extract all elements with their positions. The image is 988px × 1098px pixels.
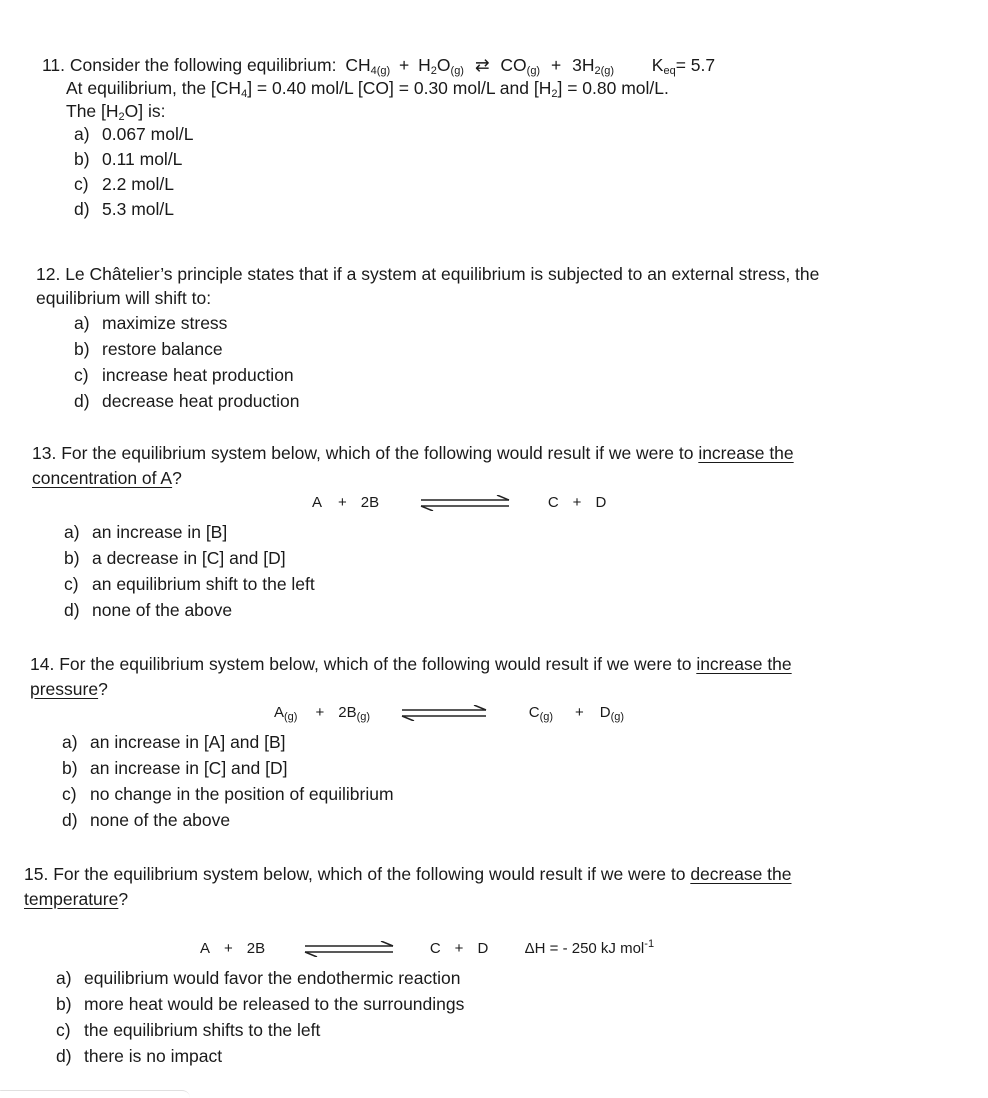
question-stem: Consider the following equilibrium: — [69, 55, 337, 75]
equilibrium-arrow-icon — [299, 941, 399, 957]
option-a[interactable]: a) an increase in [B] — [64, 522, 228, 542]
equilibrium-constant: $K_{eq}= 5.7$ — [651, 55, 716, 77]
option-b[interactable]: b) 0.11 mol/L — [74, 149, 183, 169]
question-12-line-1: 12. Le Châtelier’s principle states that if a system at equilibrium is subjected to an external stress, the — [36, 264, 820, 284]
option-c[interactable]: c) the equilibrium shifts to the left — [56, 1020, 321, 1040]
question-11-line-3: The $[H_2O]$ is: — [66, 101, 166, 123]
question-15 — [24, 864, 792, 910]
question-13-options — [64, 522, 315, 626]
question-15-line-2: temperature? — [24, 889, 129, 909]
option-d[interactable]: d) 5.3 mol/L — [74, 199, 174, 219]
question-13 — [32, 443, 794, 489]
equilibrium-arrow-icon: ⇄ — [474, 55, 490, 75]
question-15-options — [56, 968, 464, 1072]
question-11-options — [74, 124, 715, 224]
question-13-line-2: concentration of A? — [32, 468, 182, 488]
question-11-line-1 — [42, 55, 715, 76]
question-12-options — [74, 313, 819, 417]
option-c[interactable]: c) increase heat production — [74, 365, 294, 385]
question-14-line-2: pressure? — [30, 679, 108, 699]
question-15-line-1: 15. For the equilibrium system below, which of the following would result if we were to decrease the — [24, 864, 792, 884]
question-14-options — [62, 732, 394, 836]
question-14-line-1: 14. For the equilibrium system below, which of the following would result if we were to increase the — [30, 654, 792, 674]
option-d[interactable]: d) there is no impact — [56, 1046, 223, 1066]
option-d[interactable]: d) none of the above — [62, 810, 231, 830]
question-number: 13. — [32, 443, 57, 463]
option-b[interactable]: b) restore balance — [74, 339, 223, 359]
option-b[interactable]: b) a decrease in [C] and [D] — [64, 548, 286, 568]
option-c[interactable]: c) no change in the position of equilibrium — [62, 784, 394, 804]
question-14 — [30, 654, 792, 700]
question-12 — [36, 264, 819, 417]
reaction-equation: $CH_{4(g)} + H_2O_{(g)}$ ⇄ $CO_{(g)} + 3H_{2(g)}$ $K_{eq}= 5.7$ — [345, 55, 716, 77]
option-a[interactable]: a) an increase in [A] and [B] — [62, 732, 286, 752]
question-number: 15. — [24, 864, 49, 884]
question-11 — [42, 55, 715, 224]
question-number: 11. — [42, 55, 66, 75]
question-number: 14. — [30, 654, 55, 674]
option-b[interactable]: b) an increase in [C] and [D] — [62, 758, 288, 778]
option-c[interactable]: c) an equilibrium shift to the left — [64, 574, 315, 594]
equilibrium-arrow-icon — [396, 705, 492, 721]
question-11-line-2: At equilibrium, the $[CH_4] = 0.40$ mol/L [CO] = 0.30 mol/L and $[H_2] = 0.80$ mol/L. — [66, 78, 669, 100]
option-d[interactable]: d) decrease heat production — [74, 391, 300, 411]
option-d[interactable]: d) none of the above — [64, 600, 233, 620]
question-14-equation: $A_{(g)} + 2B_{(g)}$ $C_{(g)} + D_{(g)}$ — [274, 704, 625, 723]
enthalpy-change: ΔH = - 250 kJ mol$^{-1}$ — [524, 938, 655, 957]
question-13-equation: A + 2B C + D — [312, 494, 607, 511]
option-c[interactable]: c) 2.2 mol/L — [74, 174, 174, 194]
option-a[interactable]: a) 0.067 mol/L — [74, 124, 194, 144]
question-13-line-1: 13. For the equilibrium system below, which of the following would result if we were to increase the — [32, 443, 794, 463]
option-a[interactable]: a) equilibrium would favor the endothermic reaction — [56, 968, 461, 988]
question-15-equation: A + 2B C + D ΔH = - 250 kJ mol$^{-1}$ — [200, 938, 655, 957]
question-number: 12. — [36, 264, 61, 284]
option-b[interactable]: b) more heat would be released to the surroundings — [56, 994, 465, 1014]
question-12-line-2: equilibrium will shift to: — [36, 288, 212, 308]
equilibrium-arrow-icon — [415, 495, 515, 511]
option-a[interactable]: a) maximize stress — [74, 313, 228, 333]
